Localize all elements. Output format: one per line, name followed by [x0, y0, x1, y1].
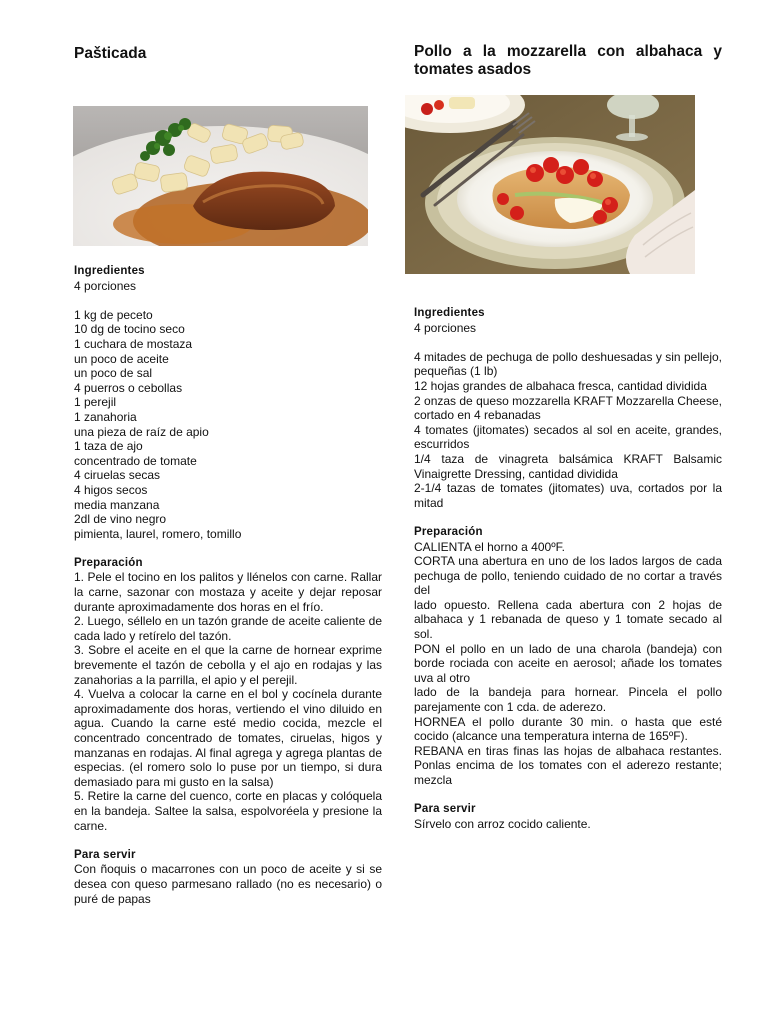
serve-heading: Para servir: [74, 848, 136, 861]
ingredient-item: una pieza de raíz de apio: [74, 424, 209, 439]
ingredient-item: 10 dg de tocino seco: [74, 322, 185, 337]
serve-heading: Para servir: [414, 803, 476, 816]
preparation-step: CORTA una abertura en uno de los lados largos de cada pechuga de pollo, teniendo cuidado de no cortar a través del: [414, 554, 722, 598]
preparation-step: 4. Vuelva a colocar la carne en el bol y cocínela durante aproximadamente dos horas, vertiendo el vino diluido en agua. Cuando la carne esté medio cocida, mezcle el concentrado concentrado de tomates, ciruelas, higos y manzanas en rodajas. Al final agrega y agrega plantas de especias. (el romero solo lo puse por un tiempo, si dura demasiado para mi gusto en la salsa): [74, 687, 382, 789]
ingredient-item: 4 tomates (jitomates) secados al sol en aceite, grandes, escurridos: [414, 422, 722, 452]
ingredient-item: 1 perejil: [74, 395, 117, 410]
preparation-heading: Preparación: [414, 525, 483, 538]
ingredient-item: 4 mitades de pechuga de pollo deshuesadas y sin pellejo, pequeñas (1 lb): [414, 349, 722, 379]
ingredient-item: 1 taza de ajo: [74, 439, 143, 454]
serve-text: Con ñoquis o macarrones con un poco de aceite y si se desea con queso parmesano rallado (no es necesario) o puré de papas: [74, 862, 382, 906]
ingredients-heading: Ingredientes: [414, 307, 485, 319]
ingredient-item: 1 kg de peceto: [74, 307, 153, 322]
portions: 4 porciones: [74, 278, 137, 293]
portions: 4 porciones: [414, 320, 477, 335]
preparation-step: CALIENTA el horno a 400ºF.: [414, 539, 565, 554]
ingredient-item: 4 ciruelas secas: [74, 468, 161, 483]
preparation-step: 5. Retire la carne del cuenco, corte en placas y colóquela en la bandeja. Saltee la salsa, espolvoréela y presione la carne.: [74, 789, 382, 833]
preparation-step: REBANA en tiras finas las hojas de albahaca restantes. Ponlas encima de los tomates con el aderezo restante; mezcla: [414, 743, 722, 787]
preparation-heading: Preparación: [74, 556, 143, 569]
ingredient-item: concentrado de tomate: [74, 453, 197, 468]
pollo-image: [405, 95, 695, 274]
ingredient-item: media manzana: [74, 497, 160, 512]
ingredient-item: 1 zanahoria: [74, 409, 137, 424]
pasticada-image: [73, 106, 368, 246]
ingredient-item: 2 onzas de queso mozzarella KRAFT Mozzarella Cheese, cortado en 4 rebanadas: [414, 393, 722, 423]
ingredient-item: 4 puerros o cebollas: [74, 380, 183, 395]
preparation-step: lado opuesto. Rellena cada abertura con 2 hojas de albahaca y 1 rebanada de queso y 1 tomate secado al sol.: [414, 597, 722, 642]
ingredient-item: 4 higos secos: [74, 482, 148, 497]
ingredient-item: un poco de aceite: [74, 351, 169, 366]
ingredient-item: pimienta, laurel, romero, tomillo: [74, 526, 242, 541]
preparation-step: 2. Luego, séllelo en un tazón grande de aceite caliente de cada lado y retírelo del tazón.: [74, 614, 382, 643]
pasticada-photo: [73, 106, 368, 246]
ingredient-item: un poco de sal: [74, 366, 153, 381]
ingredient-item: 1/4 taza de vinagreta balsámica KRAFT Balsamic Vinaigrette Dressing, cantidad dividida: [414, 451, 722, 481]
ingredient-item: 2dl de vino negro: [74, 512, 167, 527]
ingredient-item: 1 cuchara de mostaza: [74, 336, 193, 351]
ingredients-heading: Ingredientes: [74, 265, 145, 277]
recipe-body: [414, 306, 722, 831]
recipe-title: Pollo a la mozzarella con albahaca y tomates asados: [414, 43, 722, 78]
ingredient-item: 2-1/4 tazas de tomates (jitomates) uva, cortados por la mitad: [414, 481, 722, 510]
preparation-step: PON el pollo en un lado de una charola (bandeja) con borde rociada con aceite en aerosol; añade los tomates uva al otro: [414, 641, 722, 685]
preparation-step: HORNEA el pollo durante 30 min. o hasta que esté cocido (alcance una temperatura interna de 165ºF).: [414, 714, 722, 744]
preparation-step: 3. Sobre el aceite en el que la carne de hornear exprime brevemente el tazón de cebolla y el ajo en rodajas y las zanahorias a la parrilla, el apio y el perejil.: [74, 643, 382, 687]
recipe-title: Pašticada: [74, 45, 147, 62]
recipe-body: [74, 264, 382, 906]
preparation-step: 1. Pele el tocino en los palitos y llénelos con carne. Rallar la carne, sazonar con mostaza y aceite y dejar reposar durante aproximadamente dos horas en el frío.: [74, 570, 382, 614]
serve-text: Sírvelo con arroz cocido caliente.: [414, 816, 591, 831]
pollo-photo: [405, 95, 695, 274]
ingredient-item: 12 hojas grandes de albahaca fresca, cantidad dividida: [414, 378, 707, 393]
preparation-step: lado de la bandeja para hornear. Pincela el pollo parejamente con 1 cda. de aderezo.: [414, 685, 722, 715]
